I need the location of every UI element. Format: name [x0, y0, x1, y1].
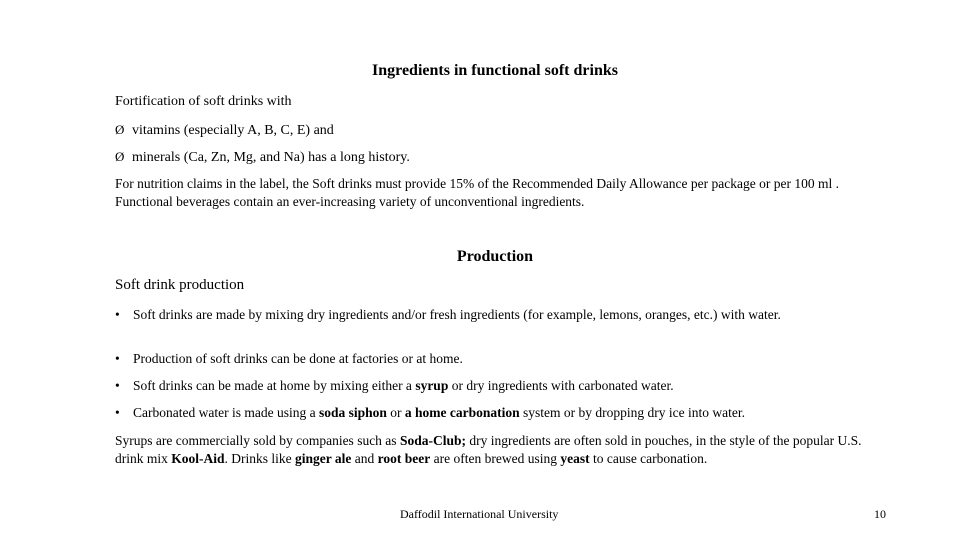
- bullet-item-factories: [115, 350, 890, 367]
- bold-term-soda-club: Soda-Club;: [399, 433, 466, 448]
- nutrition-claims-paragraph: For nutrition claims in the label, the Soft drinks must provide 15% of the Recommended Daily Allowance per package or per 100 ml . Functional beverages contain an ever-increasing variety of unconventional ingredients.: [115, 176, 839, 209]
- slide-title: Ingredients in functional soft drinks: [372, 62, 618, 79]
- bold-term-home-carbonation: a home carbonation: [404, 405, 520, 420]
- bullet-dot-icon: •: [115, 351, 120, 366]
- bold-term-soda-siphon: soda siphon: [318, 405, 387, 420]
- arrow-bullet-icon: Ø: [115, 149, 125, 164]
- bullet-text: Soft drinks can be made at home by mixing either a syrup or dry ingredients with carbonated water.: [133, 378, 674, 393]
- arrow-item-vitamins: [115, 121, 890, 139]
- bullet-dot-icon: •: [115, 307, 120, 322]
- bullet-text: Soft drinks are made by mixing dry ingredients and/or fresh ingredients (for example, lemons, oranges, etc.) with water.: [133, 307, 781, 322]
- bold-term-ginger-ale: ginger ale: [295, 450, 352, 466]
- bold-term-syrup: syrup: [415, 378, 449, 393]
- bullet-item-mixing: [115, 306, 890, 323]
- footer-institution: Daffodil International University: [400, 507, 559, 521]
- bullet-dot-icon: •: [115, 405, 120, 420]
- bullet-item-home-made: [115, 377, 890, 394]
- bold-term-root-beer: root beer: [377, 450, 431, 466]
- production-subtitle: Soft drink production: [115, 277, 245, 293]
- footer-page-number: 10: [874, 507, 886, 521]
- production-heading: Production: [456, 248, 534, 265]
- arrow-item-text: minerals (Ca, Zn, Mg, and Na) has a long history.: [132, 150, 410, 165]
- syrups-paragraph: Syrups are commercially sold by companies such as Soda-Club; dry ingredients are often sold in pouches, in the style of the popular U.S. drink mix Kool-Aid. Drinks like ginger ale and root beer are often brewed using yeast to cause carbonation.: [115, 433, 862, 466]
- bullet-item-carbonated-water: [115, 404, 890, 421]
- arrow-bullet-icon: Ø: [115, 122, 125, 137]
- arrow-item-minerals: [115, 148, 890, 166]
- fortification-intro: Fortification of soft drinks with: [115, 94, 292, 109]
- bold-term-yeast: yeast: [560, 450, 590, 466]
- arrow-item-text: vitamins (especially A, B, C, E) and: [132, 123, 334, 138]
- bullet-dot-icon: •: [115, 378, 120, 393]
- bullet-text: Carbonated water is made using a soda siphon or a home carbonation system or by dropping dry ice into water.: [133, 405, 745, 420]
- bullet-text: Production of soft drinks can be done at factories or at home.: [133, 351, 463, 366]
- bold-term-kool-aid: Kool-Aid: [171, 450, 225, 466]
